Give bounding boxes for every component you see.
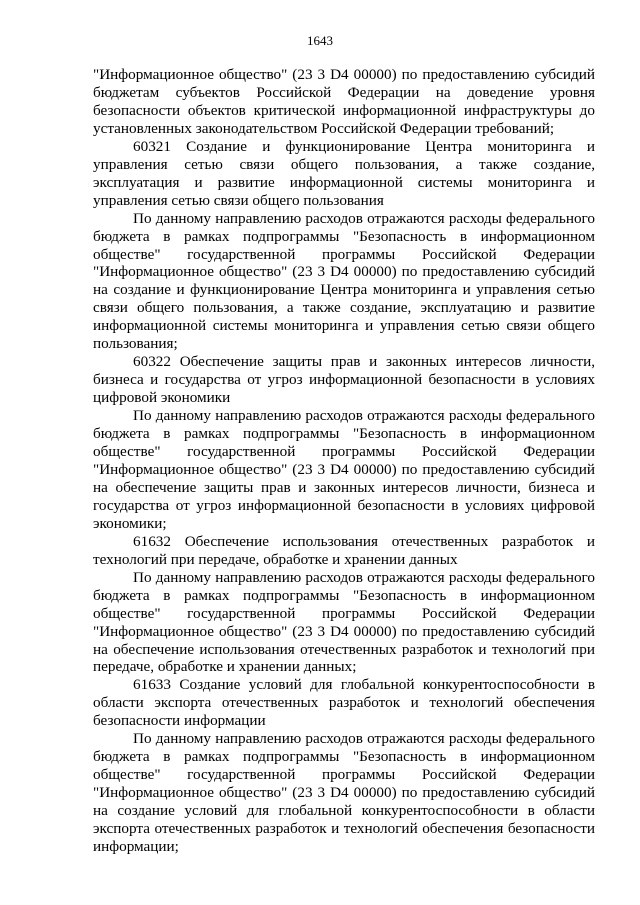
- paragraph-body-60321: По данному направлению расходов отражаются расходы федерального бюджета в рамках подпрограммы "Безопасность в информационном обществе" государственной программы Российской Федерации "Информационное общество" (23 3 D4 00000) по предоставлению субсидий на создание и функционирование Центра мониторинга и управления сетью связи общего пользования, а также создание, эксплуатацию и развитие информационной системы мониторинга и управления сетью связи общего пользования;: [93, 209, 595, 353]
- document-body: [93, 66, 595, 856]
- paragraph-body-60322: По данному направлению расходов отражаются расходы федерального бюджета в рамках подпрограммы "Безопасность в информационном обществе" государственной программы Российской Федерации "Информационное общество" (23 3 D4 00000) по предоставлению субсидий на обеспечение защиты прав и законных интересов личности, бизнеса и государства от угроз информационной безопасности в условиях цифровой экономики;: [93, 407, 595, 532]
- paragraph-heading-61633: 61633 Создание условий для глобальной конкурентоспособности в области экспорта отечественных разработок и технологий обеспечения безопасности информации: [93, 676, 595, 730]
- paragraph-body-61633: По данному направлению расходов отражаются расходы федерального бюджета в рамках подпрограммы "Безопасность в информационном обществе" государственной программы Российской Федерации "Информационное общество" (23 3 D4 00000) по предоставлению субсидий на создание условий для глобальной конкурентоспособности в области экспорта отечественных разработок и технологий обеспечения безопасности информации;: [93, 730, 595, 855]
- paragraph-heading-61632: 61632 Обеспечение использования отечественных разработок и технологий при передаче, обработке и хранении данных: [93, 532, 595, 568]
- page-number: 1643: [307, 33, 333, 48]
- paragraph-heading-60321: 60321 Создание и функционирование Центра мониторинга и управления сетью связи общего пользования, а также создание, эксплуатация и развитие информационной системы мониторинга и управления сетью связи общего пользования: [93, 137, 595, 209]
- paragraph-continuation: "Информационное общество" (23 3 D4 00000) по предоставлению субсидий бюджетам субъектов Российской Федерации на доведение уровня безопасности объектов критической информационной инфраструктуры до установленных законодательством Российской Федерации требований;: [93, 66, 595, 137]
- paragraph-heading-60322: 60322 Обеспечение защиты прав и законных интересов личности, бизнеса и государства от угроз информационной безопасности в условиях цифровой экономики: [93, 353, 595, 407]
- paragraph-body-61632: По данному направлению расходов отражаются расходы федерального бюджета в рамках подпрограммы "Безопасность в информационном обществе" государственной программы Российской Федерации "Информационное общество" (23 3 D4 00000) по предоставлению субсидий на обеспечение использования отечественных разработок и технологий при передаче, обработке и хранении данных;: [93, 568, 595, 676]
